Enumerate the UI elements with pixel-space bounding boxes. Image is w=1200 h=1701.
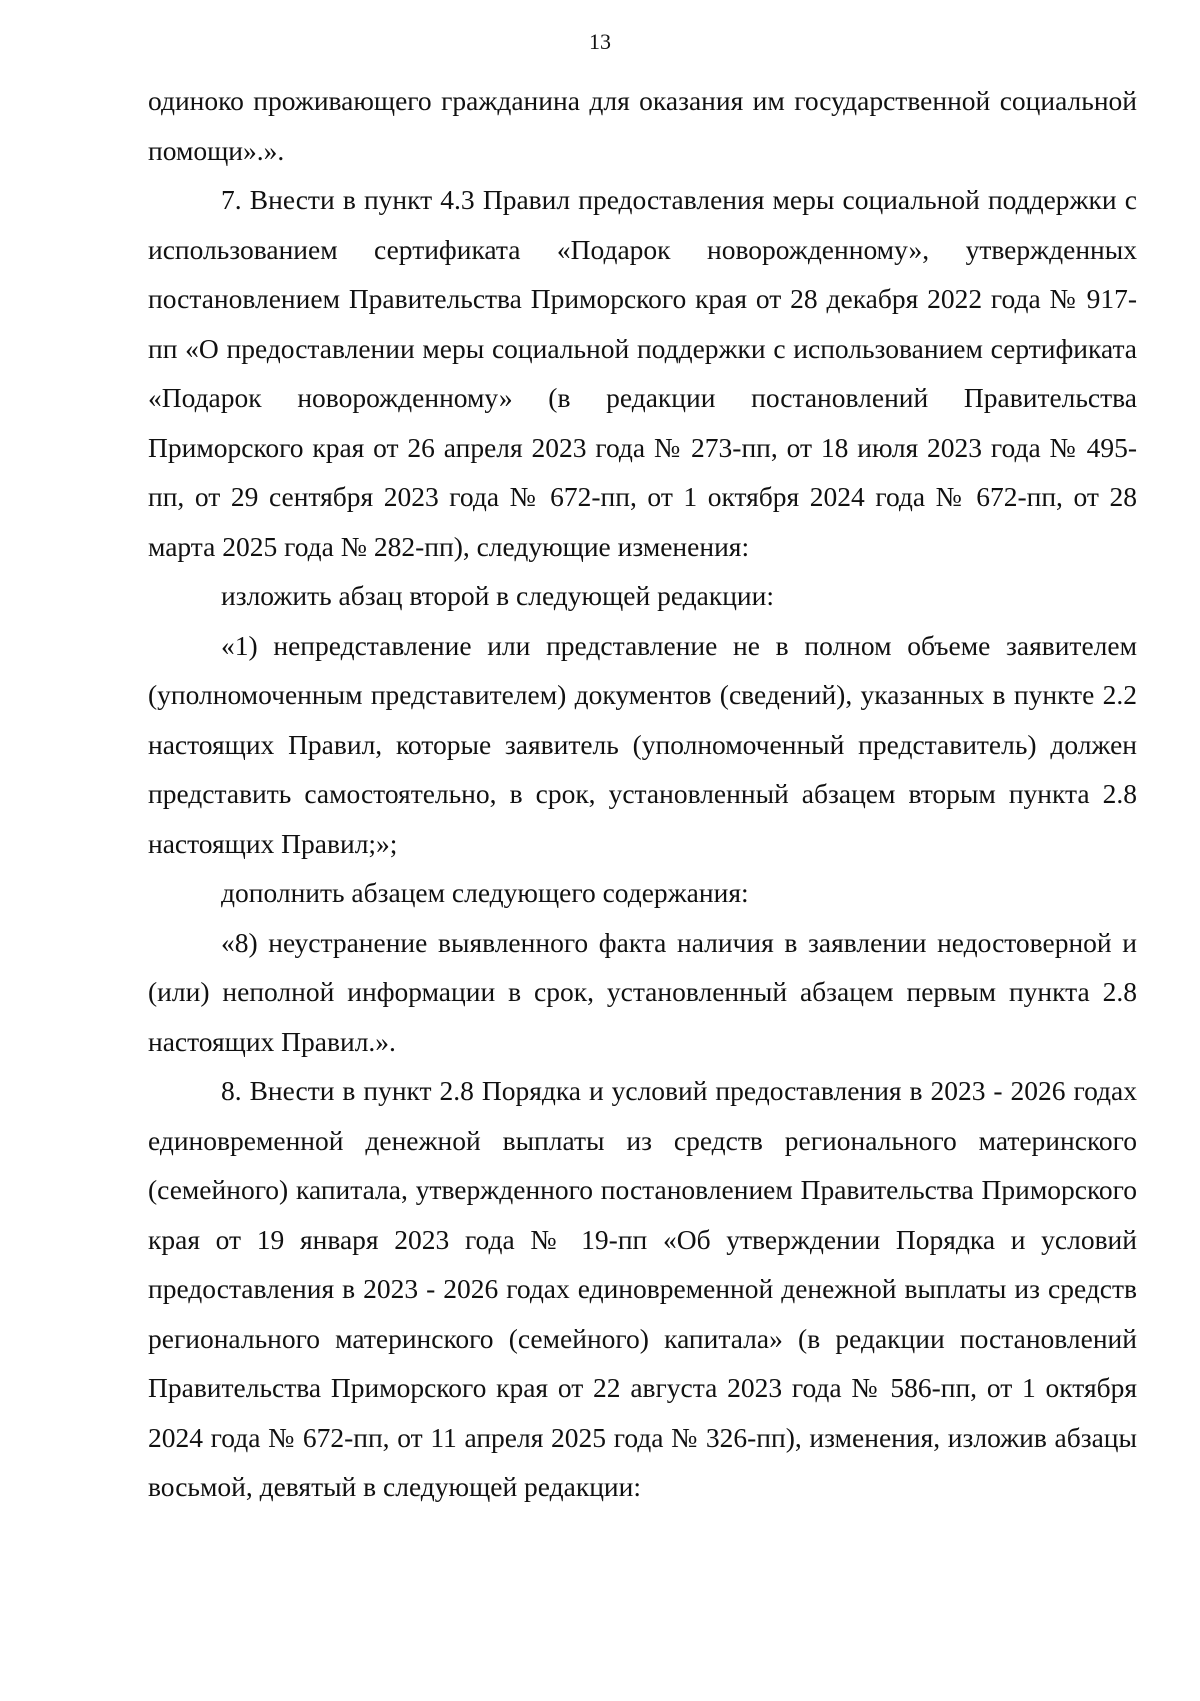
paragraph-item-8: 8. Внести в пункт 2.8 Порядка и условий предоставления в 2023 - 2026 годах единовременной денежной выплаты из средств регионального материнского (семейного) капитала, утвержденного постановлением Правительства Приморского края от 19 января 2023 года № 19-пп «Об утверждении Порядка и условий предоставления в 2023 - 2026 годах единовременной денежной выплаты из средств регионального материнского (семейного) капитала» (в редакции постановлений Правительства Приморского края от 22 августа 2023 года № 586-пп, от 1 октября 2024 года № 672-пп, от 11 апреля 2025 года № 326-пп), изменения, изложив абзацы восьмой, девятый в следующей редакции: (148, 1075, 1137, 1502)
paragraph-item-7: 7. Внести в пункт 4.3 Правил предоставления меры социальной поддержки с использованием сертификата «Подарок новорожденному», утвержденных постановлением Правительства Приморского края от 28 декабря 2022 года № 917-пп «О предоставлении меры социальной поддержки с использованием сертификата «Подарок новорожденному» (в редакции постановлений Правительства Приморского края от 26 апреля 2023 года № 273-пп, от 18 июля 2023 года № 495-пп, от 29 сентября 2023 года № 672-пп, от 1 октября 2024 года № 672-пп, от 28 марта 2025 года № 282-пп), следующие изменения: (148, 184, 1137, 562)
paragraph-continuation: одиноко проживающего гражданина для оказания им государственной социальной помощи».». (148, 85, 1137, 166)
paragraph-instruction-supplement: дополнить абзацем следующего содержания: (221, 877, 749, 908)
paragraph-quoted-subitem-8: «8) неустранение выявленного факта наличия в заявлении недостоверной и (или) неполной информации в срок, установленный абзацем первым пункта 2.8 настоящих Правил.». (148, 926, 1137, 1057)
document-body (148, 76, 1137, 1512)
paragraph-quoted-subitem-1: «1) непредставление или представление не в полном объеме заявителем (уполномоченным представителем) документов (сведений), указанных в пункте 2.2 настоящих Правил, которые заявитель (уполномоченный представитель) должен представить самостоятельно, в срок, установленный абзацем вторым пункта 2.8 настоящих Правил;»; (148, 629, 1137, 859)
page-number: 13 (589, 29, 611, 54)
paragraph-instruction-amend: изложить абзац второй в следующей редакции: (221, 580, 775, 611)
